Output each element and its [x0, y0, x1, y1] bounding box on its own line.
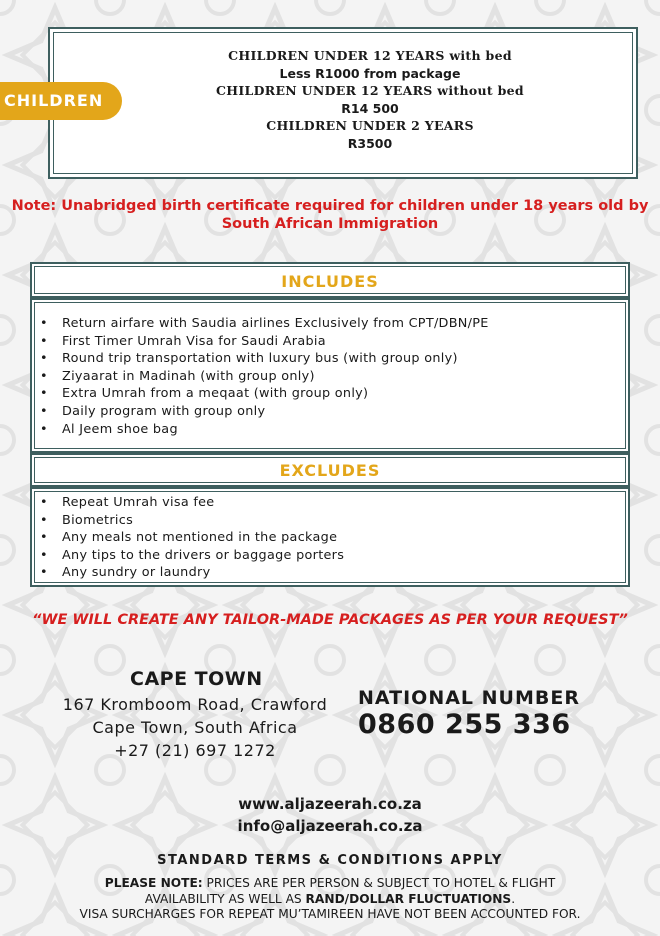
email-link[interactable]: info@aljazeerah.co.za [237, 817, 423, 835]
fine-print-line-2: AVAILABILITY AS WELL AS RAND/DOLLAR FLUCTUATIONS. [144, 891, 516, 906]
list-item: • Any sundry or laundry [36, 564, 344, 582]
list-item: • Round trip transportation with luxury bus (with group only) [36, 350, 489, 368]
includes-list-box [30, 298, 630, 453]
list-item: • Extra Umrah from a meqaat (with group only) [36, 385, 489, 403]
excludes-list-box [30, 487, 630, 587]
national-number-label: NATIONAL NUMBER [358, 687, 580, 709]
list-item: • Any meals not mentioned in the package [36, 529, 344, 547]
address-line-1: 167 Kromboom Road, Crawford [62, 695, 328, 714]
includes-header-box [30, 262, 630, 298]
birth-certificate-note: Note: Unabridged birth certificate required for children under 18 years old by South African Immigration [11, 198, 649, 232]
terms-heading: STANDARD TERMS & CONDITIONS APPLY [157, 853, 503, 868]
address-line-2: Cape Town, South Africa [92, 718, 298, 737]
office-city: CAPE TOWN [130, 668, 263, 690]
please-note-label: PLEASE NOTE: [104, 876, 203, 890]
child-line-3: CHILDREN UNDER 12 YEARS without bed [216, 83, 524, 98]
list-item: • First Timer Umrah Visa for Saudi Arabia [36, 333, 489, 351]
fine-print-line-3: VISA SURCHARGES FOR REPEAT MU’TAMIREEN HAVE NOT BEEN ACCOUNTED FOR. [79, 907, 581, 921]
office-address [40, 693, 350, 762]
fine-print-line-1: PLEASE NOTE: PRICES ARE PER PERSON & SUBJECT TO HOTEL & FLIGHT [104, 876, 556, 890]
children-pricing-lines [160, 47, 580, 152]
includes-list [36, 315, 489, 438]
child-line-1: CHILDREN UNDER 12 YEARS with bed [228, 48, 512, 63]
fine-print [0, 876, 660, 923]
excludes-title: EXCLUDES [279, 461, 381, 480]
list-item: • Al Jeem shoe bag [36, 421, 489, 439]
contact-links [0, 793, 660, 837]
child-line-6: R3500 [347, 135, 393, 151]
list-item: • Biometrics [36, 512, 344, 530]
children-tag: CHILDREN [0, 82, 122, 120]
national-number[interactable]: 0860 255 336 [358, 709, 571, 740]
excludes-header-box [30, 453, 630, 487]
tailor-made-banner: “WE WILL CREATE ANY TAILOR-MADE PACKAGES AS PER YOUR REQUEST” [32, 612, 628, 628]
child-line-5: CHILDREN UNDER 2 YEARS [266, 118, 474, 133]
list-item: • Repeat Umrah visa fee [36, 494, 344, 512]
excludes-list [36, 494, 344, 582]
includes-title: INCLUDES [281, 272, 379, 291]
list-item: • Ziyaarat in Madinah (with group only) [36, 368, 489, 386]
list-item: • Daily program with group only [36, 403, 489, 421]
list-item: • Any tips to the drivers or baggage porters [36, 547, 344, 565]
website-link[interactable]: www.aljazeerah.co.za [238, 795, 422, 813]
list-item: • Return airfare with Saudia airlines Exclusively from CPT/DBN/PE [36, 315, 489, 333]
child-line-4: R14 500 [341, 100, 399, 116]
office-phone[interactable]: +27 (21) 697 1272 [114, 741, 276, 760]
child-line-2: Less R1000 from package [279, 65, 461, 81]
